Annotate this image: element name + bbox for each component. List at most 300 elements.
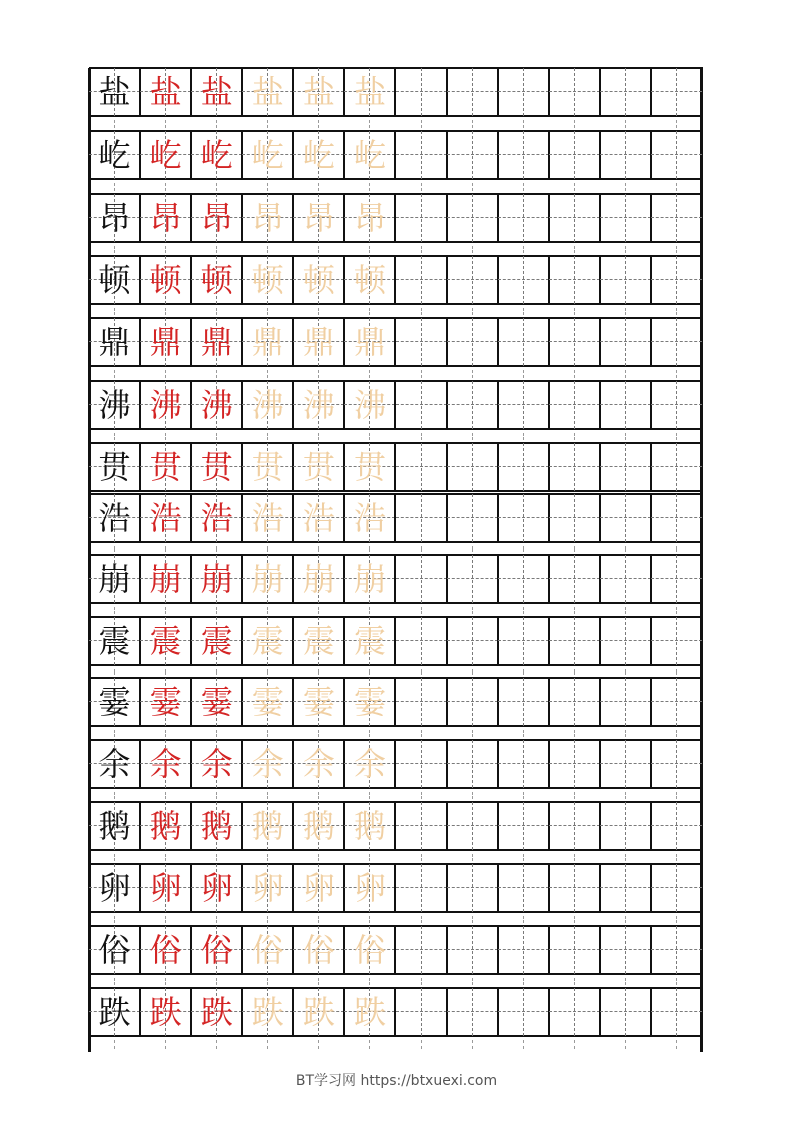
guide-vertical	[574, 555, 575, 603]
guide-tick	[472, 796, 473, 799]
guide-tick	[318, 549, 319, 552]
character-trace: 屹	[200, 136, 233, 174]
cell-empty[interactable]	[651, 926, 702, 974]
cell-empty[interactable]	[498, 678, 549, 726]
guide-tick	[165, 858, 166, 861]
cell-empty[interactable]	[651, 194, 702, 242]
cell-empty[interactable]	[549, 318, 600, 366]
cell-empty[interactable]	[549, 131, 600, 179]
cell-empty[interactable]	[498, 864, 549, 912]
guide-tick	[574, 978, 575, 981]
guide-tick	[625, 672, 626, 675]
cell-empty[interactable]	[549, 494, 600, 542]
guide-vertical	[421, 617, 422, 665]
cell-empty[interactable]	[396, 68, 447, 116]
guide-tick	[574, 250, 575, 253]
cell-empty[interactable]	[600, 194, 651, 242]
guide-tick	[676, 607, 677, 610]
guide-tick	[625, 916, 626, 919]
cell-empty[interactable]	[600, 318, 651, 366]
guide-tick	[216, 920, 217, 923]
character-ghost: 霎	[251, 683, 284, 721]
cell-ghost	[344, 926, 395, 974]
guide-vertical	[574, 68, 575, 116]
cell-empty[interactable]	[498, 68, 549, 116]
cell-empty[interactable]	[447, 802, 498, 850]
guide-vertical	[625, 864, 626, 912]
cell-model	[89, 678, 140, 726]
cell-empty[interactable]	[549, 617, 600, 665]
guide-tick	[318, 250, 319, 253]
guide-tick	[267, 375, 268, 378]
cell-empty[interactable]	[600, 256, 651, 304]
guide-tick	[165, 312, 166, 315]
cell-trace	[191, 926, 242, 974]
guide-tick	[114, 312, 115, 315]
cell-empty[interactable]	[549, 864, 600, 912]
practice-row	[89, 494, 702, 542]
guide-tick	[165, 120, 166, 123]
cell-trace	[140, 864, 191, 912]
character-model: 昂	[98, 199, 131, 237]
guide-tick	[676, 854, 677, 857]
guide-tick	[369, 250, 370, 253]
guide-vertical	[676, 494, 677, 542]
cell-empty[interactable]	[498, 617, 549, 665]
guide-tick	[676, 188, 677, 191]
cell-empty[interactable]	[498, 555, 549, 603]
guide-tick	[318, 734, 319, 737]
guide-tick	[216, 188, 217, 191]
cell-trace	[140, 802, 191, 850]
guide-tick	[318, 792, 319, 795]
cell-empty[interactable]	[549, 988, 600, 1036]
cell-empty[interactable]	[447, 617, 498, 665]
guide-tick	[523, 792, 524, 795]
cell-empty[interactable]	[549, 802, 600, 850]
guide-tick	[267, 854, 268, 857]
character-trace: 鼎	[149, 323, 182, 361]
cell-empty[interactable]	[549, 68, 600, 116]
cell-empty[interactable]	[651, 68, 702, 116]
guide-tick	[318, 982, 319, 985]
cell-empty[interactable]	[396, 494, 447, 542]
cell-empty[interactable]	[498, 802, 549, 850]
guide-tick	[114, 183, 115, 186]
guide-tick	[523, 183, 524, 186]
guide-tick	[523, 549, 524, 552]
guide-tick	[574, 730, 575, 733]
guide-tick	[216, 1046, 217, 1049]
guide-vertical	[625, 318, 626, 366]
guide-vertical	[574, 988, 575, 1036]
cell-empty[interactable]	[396, 740, 447, 788]
cell-model	[89, 318, 140, 366]
guide-tick	[472, 611, 473, 614]
guide-tick	[421, 854, 422, 857]
guide-tick	[574, 120, 575, 123]
guide-vertical	[625, 555, 626, 603]
guide-vertical	[472, 256, 473, 304]
character-ghost: 余	[353, 745, 386, 783]
cell-empty[interactable]	[498, 194, 549, 242]
guide-vertical	[472, 131, 473, 179]
cell-empty[interactable]	[549, 256, 600, 304]
cell-empty[interactable]	[498, 443, 549, 491]
cell-model	[89, 68, 140, 116]
cell-empty[interactable]	[498, 318, 549, 366]
guide-tick	[114, 188, 115, 191]
guide-tick	[523, 796, 524, 799]
cell-ghost	[242, 740, 293, 788]
guide-tick	[114, 1040, 115, 1043]
guide-tick	[421, 437, 422, 440]
guide-vertical	[523, 194, 524, 242]
practice-row	[89, 926, 702, 974]
guide-tick	[625, 433, 626, 436]
guide-tick	[421, 916, 422, 919]
guide-tick	[421, 792, 422, 795]
character-trace: 震	[149, 622, 182, 660]
guide-vertical	[523, 617, 524, 665]
guide-tick	[625, 1046, 626, 1049]
guide-tick	[165, 792, 166, 795]
guide-tick	[421, 183, 422, 186]
guide-vertical	[676, 256, 677, 304]
cell-empty[interactable]	[447, 678, 498, 726]
cell-empty[interactable]	[396, 988, 447, 1036]
guide-vertical	[523, 740, 524, 788]
guide-tick	[114, 549, 115, 552]
character-ghost: 浩	[251, 499, 284, 537]
character-ghost: 沸	[251, 386, 284, 424]
cell-empty[interactable]	[549, 678, 600, 726]
cell-ghost	[293, 740, 344, 788]
guide-tick	[421, 250, 422, 253]
cell-empty[interactable]	[651, 617, 702, 665]
cell-ghost	[293, 678, 344, 726]
cell-empty[interactable]	[396, 256, 447, 304]
cell-empty[interactable]	[498, 256, 549, 304]
character-model: 跌	[98, 993, 131, 1031]
cell-empty[interactable]	[600, 617, 651, 665]
cell-empty[interactable]	[447, 494, 498, 542]
guide-tick	[318, 607, 319, 610]
guide-tick	[114, 734, 115, 737]
character-ghost: 余	[302, 745, 335, 783]
cell-empty[interactable]	[651, 555, 702, 603]
guide-tick	[165, 916, 166, 919]
guide-tick	[676, 858, 677, 861]
cell-ghost	[344, 131, 395, 179]
guide-vertical	[676, 864, 677, 912]
guide-tick	[472, 437, 473, 440]
character-ghost: 顿	[353, 261, 386, 299]
guide-tick	[318, 437, 319, 440]
guide-tick	[267, 916, 268, 919]
guide-tick	[625, 312, 626, 315]
cell-empty[interactable]	[549, 194, 600, 242]
character-model: 盐	[98, 73, 131, 111]
guide-tick	[267, 1046, 268, 1049]
character-ghost: 屹	[251, 136, 284, 174]
guide-tick	[114, 796, 115, 799]
cell-empty[interactable]	[447, 194, 498, 242]
cell-empty[interactable]	[651, 740, 702, 788]
guide-tick	[369, 246, 370, 249]
guide-vertical	[574, 617, 575, 665]
guide-tick	[369, 916, 370, 919]
cell-empty[interactable]	[549, 443, 600, 491]
guide-tick	[574, 796, 575, 799]
cell-empty[interactable]	[447, 131, 498, 179]
character-ghost: 顿	[251, 261, 284, 299]
guide-vertical	[676, 381, 677, 429]
cell-empty[interactable]	[600, 131, 651, 179]
cell-ghost	[242, 318, 293, 366]
cell-trace	[191, 494, 242, 542]
cell-empty[interactable]	[396, 194, 447, 242]
cell-empty[interactable]	[396, 864, 447, 912]
guide-tick	[472, 312, 473, 315]
cell-empty[interactable]	[651, 318, 702, 366]
cell-empty[interactable]	[498, 988, 549, 1036]
cell-empty[interactable]	[396, 802, 447, 850]
cell-empty[interactable]	[600, 68, 651, 116]
cell-empty[interactable]	[447, 443, 498, 491]
guide-tick	[318, 858, 319, 861]
guide-tick	[676, 916, 677, 919]
cell-model	[89, 555, 140, 603]
cell-empty[interactable]	[600, 443, 651, 491]
guide-tick	[114, 250, 115, 253]
cell-empty[interactable]	[651, 494, 702, 542]
practice-row	[89, 131, 702, 179]
guide-tick	[114, 672, 115, 675]
guide-tick	[523, 437, 524, 440]
guide-vertical	[523, 443, 524, 491]
guide-tick	[523, 734, 524, 737]
guide-tick	[625, 792, 626, 795]
cell-empty[interactable]	[447, 318, 498, 366]
character-trace: 鹅	[200, 807, 233, 845]
guide-tick	[114, 120, 115, 123]
guide-tick	[267, 1040, 268, 1043]
guide-tick	[523, 308, 524, 311]
cell-empty[interactable]	[396, 555, 447, 603]
guide-vertical	[574, 194, 575, 242]
guide-tick	[676, 611, 677, 614]
cell-empty[interactable]	[396, 443, 447, 491]
guide-tick	[676, 437, 677, 440]
guide-tick	[369, 1046, 370, 1049]
guide-tick	[472, 854, 473, 857]
guide-tick	[523, 188, 524, 191]
guide-tick	[267, 370, 268, 373]
cell-empty[interactable]	[651, 988, 702, 1036]
character-ghost: 屹	[302, 136, 335, 174]
cell-empty[interactable]	[651, 678, 702, 726]
cell-empty[interactable]	[447, 68, 498, 116]
cell-trace	[140, 494, 191, 542]
guide-tick	[318, 854, 319, 857]
guide-tick	[421, 611, 422, 614]
cell-empty[interactable]	[549, 926, 600, 974]
cell-empty[interactable]	[651, 802, 702, 850]
guide-tick	[216, 125, 217, 128]
guide-vertical	[625, 678, 626, 726]
guide-tick	[676, 796, 677, 799]
cell-empty[interactable]	[447, 381, 498, 429]
guide-tick	[472, 730, 473, 733]
guide-tick	[216, 308, 217, 311]
cell-empty[interactable]	[651, 131, 702, 179]
guide-tick	[369, 796, 370, 799]
guide-tick	[523, 607, 524, 610]
guide-tick	[267, 730, 268, 733]
character-ghost: 鹅	[302, 807, 335, 845]
cell-empty[interactable]	[498, 494, 549, 542]
character-ghost: 盐	[251, 73, 284, 111]
character-trace: 浩	[149, 499, 182, 537]
guide-tick	[369, 734, 370, 737]
guide-tick	[625, 1040, 626, 1043]
cell-model	[89, 131, 140, 179]
guide-tick	[574, 611, 575, 614]
cell-empty[interactable]	[447, 740, 498, 788]
cell-empty[interactable]	[447, 988, 498, 1036]
guide-tick	[574, 982, 575, 985]
guide-tick	[369, 792, 370, 795]
guide-vertical	[472, 678, 473, 726]
cell-empty[interactable]	[396, 678, 447, 726]
cell-empty[interactable]	[396, 131, 447, 179]
cell-empty[interactable]	[498, 131, 549, 179]
guide-tick	[216, 734, 217, 737]
guide-tick	[676, 734, 677, 737]
guide-tick	[165, 734, 166, 737]
guide-tick	[369, 858, 370, 861]
guide-tick	[421, 796, 422, 799]
cell-empty[interactable]	[447, 926, 498, 974]
guide-tick	[369, 370, 370, 373]
cell-empty[interactable]	[600, 802, 651, 850]
guide-vertical	[523, 926, 524, 974]
cell-empty[interactable]	[396, 381, 447, 429]
cell-trace	[191, 802, 242, 850]
guide-vertical	[574, 131, 575, 179]
cell-empty[interactable]	[600, 864, 651, 912]
cell-ghost	[242, 864, 293, 912]
cell-empty[interactable]	[396, 617, 447, 665]
guide-tick	[421, 1046, 422, 1049]
guide-tick	[114, 375, 115, 378]
cell-trace	[191, 678, 242, 726]
guide-vertical	[472, 555, 473, 603]
cell-empty[interactable]	[600, 988, 651, 1036]
guide-tick	[369, 982, 370, 985]
character-ghost: 俗	[302, 931, 335, 969]
cell-empty[interactable]	[600, 678, 651, 726]
cell-empty[interactable]	[651, 443, 702, 491]
cell-ghost	[293, 68, 344, 116]
guide-tick	[574, 920, 575, 923]
cell-empty[interactable]	[651, 864, 702, 912]
cell-empty[interactable]	[498, 381, 549, 429]
cell-trace	[140, 617, 191, 665]
character-ghost: 浩	[353, 499, 386, 537]
guide-tick	[267, 120, 268, 123]
guide-tick	[369, 375, 370, 378]
guide-tick	[114, 437, 115, 440]
cell-empty[interactable]	[651, 381, 702, 429]
cell-empty[interactable]	[447, 864, 498, 912]
cell-empty[interactable]	[549, 555, 600, 603]
cell-empty[interactable]	[600, 381, 651, 429]
cell-empty[interactable]	[600, 494, 651, 542]
guide-tick	[574, 188, 575, 191]
guide-vertical	[421, 443, 422, 491]
guide-tick	[676, 672, 677, 675]
cell-empty[interactable]	[651, 256, 702, 304]
character-ghost: 跌	[353, 993, 386, 1031]
guide-vertical	[574, 443, 575, 491]
cell-empty[interactable]	[447, 256, 498, 304]
guide-tick	[114, 858, 115, 861]
guide-tick	[523, 312, 524, 315]
cell-empty[interactable]	[498, 926, 549, 974]
guide-tick	[165, 1040, 166, 1043]
cell-empty[interactable]	[549, 381, 600, 429]
cell-empty[interactable]	[447, 555, 498, 603]
character-ghost: 鼎	[251, 323, 284, 361]
cell-trace	[140, 194, 191, 242]
character-model: 卵	[98, 869, 131, 907]
practice-row	[89, 381, 702, 429]
guide-vertical	[523, 68, 524, 116]
cell-empty[interactable]	[396, 318, 447, 366]
guide-tick	[216, 978, 217, 981]
guide-tick	[523, 858, 524, 861]
guide-tick	[625, 734, 626, 737]
guide-tick	[421, 920, 422, 923]
cell-ghost	[242, 194, 293, 242]
cell-empty[interactable]	[600, 926, 651, 974]
guide-vertical	[472, 988, 473, 1036]
guide-tick	[267, 250, 268, 253]
guide-tick	[318, 1046, 319, 1049]
cell-ghost	[293, 988, 344, 1036]
character-trace: 盐	[200, 73, 233, 111]
cell-empty[interactable]	[498, 740, 549, 788]
guide-tick	[318, 433, 319, 436]
guide-vertical	[421, 555, 422, 603]
cell-empty[interactable]	[600, 555, 651, 603]
guide-tick	[216, 183, 217, 186]
character-model: 震	[98, 622, 131, 660]
cell-empty[interactable]	[600, 740, 651, 788]
guide-tick	[114, 370, 115, 373]
guide-tick	[216, 120, 217, 123]
guide-tick	[165, 250, 166, 253]
guide-tick	[114, 308, 115, 311]
guide-vertical	[625, 494, 626, 542]
guide-tick	[523, 246, 524, 249]
cell-ghost	[344, 802, 395, 850]
cell-empty[interactable]	[396, 926, 447, 974]
cell-empty[interactable]	[549, 740, 600, 788]
character-ghost: 霎	[353, 683, 386, 721]
